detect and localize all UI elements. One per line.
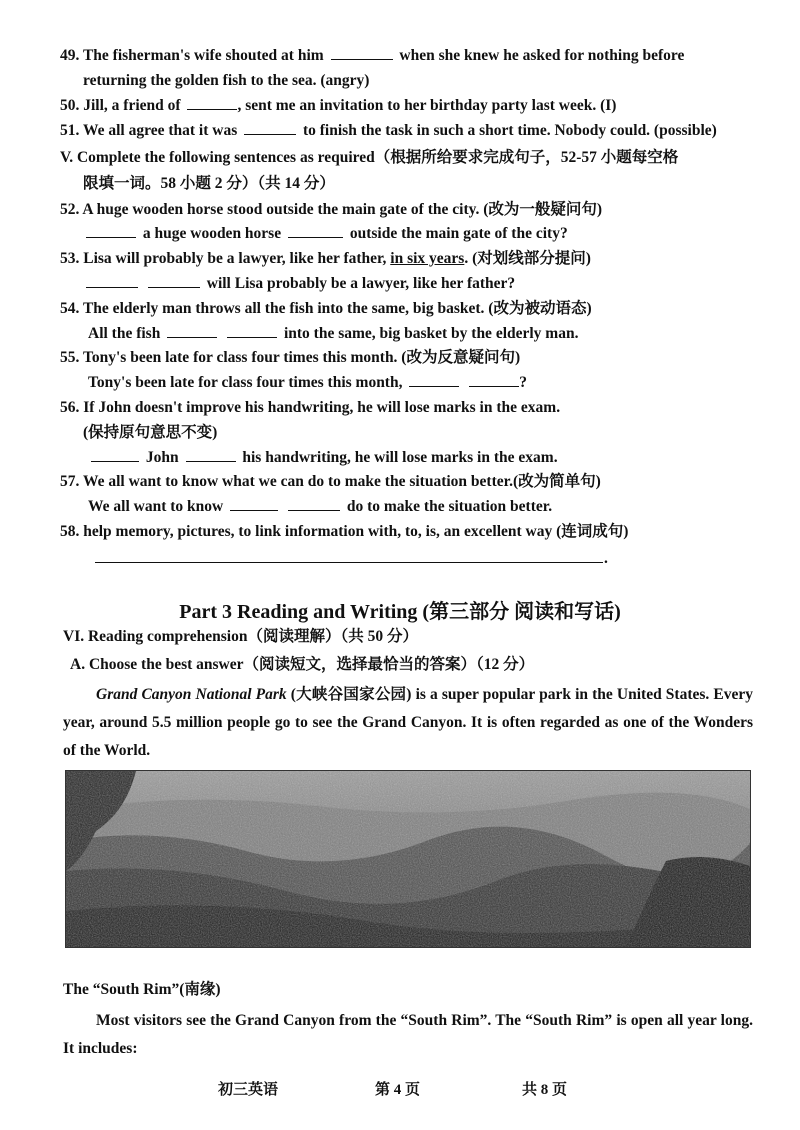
q50-text-a: 50. Jill, a friend of bbox=[60, 97, 181, 114]
section-a-heading: A. Choose the best answer（阅读短文，选择最恰当的答案）（12 分） bbox=[70, 656, 535, 673]
intro-paragraph bbox=[63, 681, 753, 765]
footer-total-pages: 共 8 页 bbox=[522, 1082, 568, 1098]
q49-text-b: when she knew he asked for nothing before bbox=[399, 47, 685, 64]
q55-ans-text-a: Tony's been late for class four times this month, bbox=[88, 374, 403, 391]
park-name: Grand Canyon National Park bbox=[96, 686, 287, 703]
q49-blank[interactable] bbox=[331, 45, 393, 60]
q54-answer-line bbox=[88, 323, 760, 345]
q53-text-a: 53. Lisa will probably be a lawyer, like her father, bbox=[60, 250, 387, 267]
q56-blank-2[interactable] bbox=[186, 447, 236, 462]
q56-answer-line bbox=[88, 447, 760, 469]
grand-canyon-photo bbox=[65, 770, 751, 948]
q54-ans-text-b: into the same, big basket by the elderly man. bbox=[283, 325, 579, 342]
q52-answer-line bbox=[83, 223, 760, 245]
q54-ans-text-a: All the fish bbox=[88, 325, 161, 342]
q55-ans-text-b: ? bbox=[519, 374, 527, 391]
q56-ans-text-a: John bbox=[145, 449, 179, 466]
q58-answer-rule[interactable] bbox=[95, 562, 603, 563]
question-49 bbox=[60, 45, 760, 67]
q57-ans-text-a: We all want to know bbox=[88, 498, 224, 515]
q54-blank-2[interactable] bbox=[227, 323, 277, 338]
q52-ans-text-a: a huge wooden horse bbox=[142, 225, 282, 242]
question-52: 52. A huge wooden horse stood outside the main gate of the city. (改为一般疑问句) bbox=[60, 201, 603, 218]
question-54: 54. The elderly man throws all the fish into the same, big basket. (改为被动语态) bbox=[60, 300, 592, 317]
part-3-title: Part 3 Reading and Writing (第三部分 阅读和写话) bbox=[179, 601, 621, 623]
q57-blank-2[interactable] bbox=[288, 496, 340, 511]
q54-blank-1[interactable] bbox=[167, 323, 217, 338]
question-58: 58. help memory, pictures, to link information with, to, is, an excellent way (连词成句) bbox=[60, 523, 629, 540]
footer-grade: 初三英语 bbox=[218, 1082, 279, 1098]
q51-text-b: to finish the task in such a short time. Nobody could. (possible) bbox=[302, 122, 717, 139]
q55-blank-2[interactable] bbox=[469, 372, 519, 387]
footer-page-number: 第 4 页 bbox=[375, 1082, 421, 1098]
q49-text-a: 49. The fisherman's wife shouted at him bbox=[60, 47, 324, 64]
q58-period: . bbox=[604, 550, 608, 567]
q56-blank-1[interactable] bbox=[91, 447, 139, 462]
question-55: 55. Tony's been late for class four times this month. (改为反意疑问句) bbox=[60, 349, 521, 366]
q50-blank[interactable] bbox=[187, 95, 237, 110]
q55-answer-line bbox=[88, 372, 760, 394]
q57-answer-line bbox=[88, 496, 760, 518]
q56-ans-text-b: his handwriting, he will lose marks in the exam. bbox=[242, 449, 558, 466]
q49-continuation: returning the golden fish to the sea. (angry) bbox=[83, 72, 370, 89]
q51-text-a: 51. We all agree that it was bbox=[60, 122, 238, 139]
question-57: 57. We all want to know what we can do to make the situation better.(改为简单句) bbox=[60, 473, 601, 490]
q53-blank-2[interactable] bbox=[148, 273, 200, 288]
question-56: 56. If John doesn't improve his handwriting, he will lose marks in the exam. bbox=[60, 399, 561, 416]
q53-text-b: . (对划线部分提问) bbox=[464, 250, 591, 267]
q53-ans-text: will Lisa probably be a lawyer, like her father? bbox=[206, 275, 516, 292]
south-rim-paragraph bbox=[63, 1007, 753, 1063]
q52-blank-2[interactable] bbox=[288, 223, 343, 238]
section-5-heading-cont: 限填一词。58 小题 2 分）（共 14 分） bbox=[83, 175, 335, 192]
question-51 bbox=[60, 120, 760, 142]
q52-ans-text-b: outside the main gate of the city? bbox=[349, 225, 568, 242]
question-53 bbox=[60, 248, 760, 270]
q56-instruction: (保持原句意思不变) bbox=[83, 424, 218, 441]
q55-blank-1[interactable] bbox=[409, 372, 459, 387]
q50-text-b: , sent me an invitation to her birthday party last week. (I) bbox=[237, 97, 617, 114]
q53-answer-line bbox=[83, 273, 760, 295]
section-5-heading: V. Complete the following sentences as required（根据所给要求完成句子，52-57 小题每空格 bbox=[60, 149, 679, 166]
south-rim-text: Most visitors see the Grand Canyon from the “South Rim”. The “South Rim” is open all year long. It includes: bbox=[63, 1012, 753, 1057]
q53-blank-1[interactable] bbox=[86, 273, 138, 288]
q53-underlined: in six years bbox=[390, 250, 465, 267]
south-rim-heading: The “South Rim”(南缘) bbox=[63, 981, 221, 998]
q51-blank[interactable] bbox=[244, 120, 296, 135]
q52-blank-1[interactable] bbox=[86, 223, 136, 238]
intro-text: (大峡谷国家公园) is a super popular park in the United States. Every year, around 5.5 million people go to see the Grand Canyon. It is often regarded as one of the Wonders of the World. bbox=[63, 686, 753, 759]
q57-ans-text-b: do to make the situation better. bbox=[346, 498, 553, 515]
section-6-heading: VI. Reading comprehension（阅读理解）（共 50 分） bbox=[63, 628, 418, 645]
q57-blank-1[interactable] bbox=[230, 496, 278, 511]
question-50 bbox=[60, 95, 760, 117]
